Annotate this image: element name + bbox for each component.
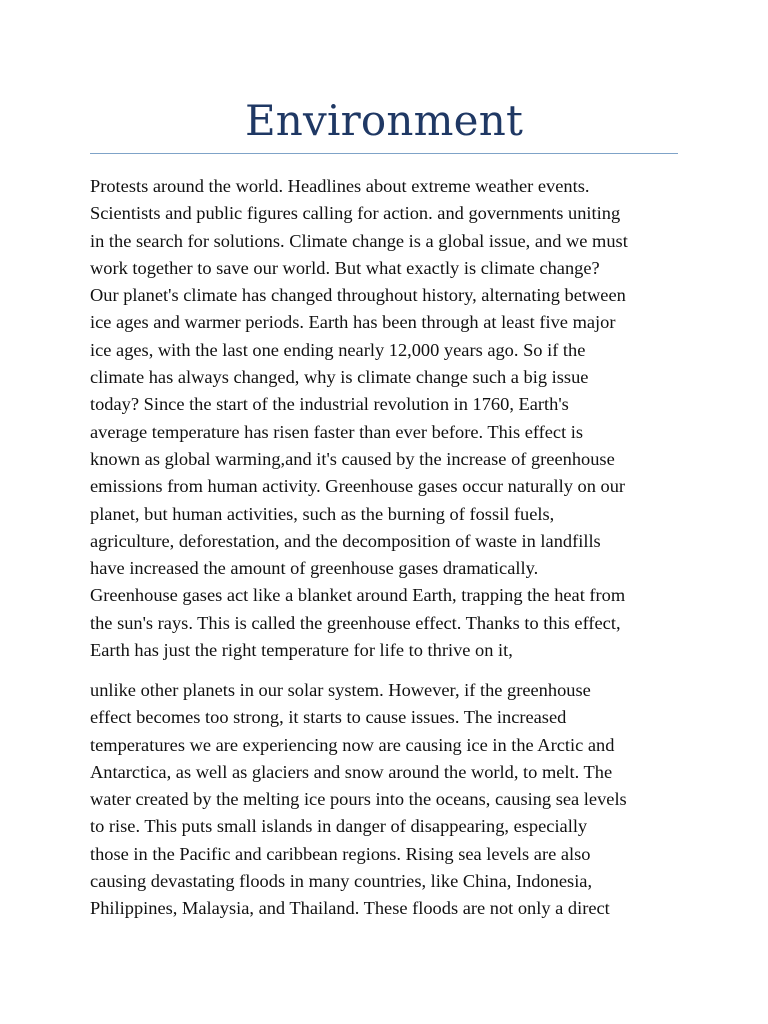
text-line: known as global warming,and it's caused by the increase of greenhouse xyxy=(90,448,615,469)
title-divider xyxy=(90,153,678,154)
paragraph-1 xyxy=(90,173,690,664)
text-line: climate has always changed, why is climate change such a big issue xyxy=(90,367,589,388)
text-line: have increased the amount of greenhouse gases dramatically. xyxy=(90,558,539,579)
text-line: to rise. This puts small islands in danger of disappearing, especially xyxy=(90,816,588,837)
text-line: planet, but human activities, such as the burning of fossil fuels, xyxy=(90,503,555,524)
text-line: ice ages and warmer periods. Earth has been through at least five major xyxy=(90,312,616,333)
text-line: work together to save our world. But what exactly is climate change? xyxy=(90,257,600,278)
text-line: in the search for solutions. Climate change is a global issue, and we must xyxy=(90,230,628,251)
text-line: Greenhouse gases act like a blanket around Earth, trapping the heat from xyxy=(90,585,626,606)
text-line: temperatures we are experiencing now are causing ice in the Arctic and xyxy=(90,734,615,755)
text-line: emissions from human activity. Greenhouse gases occur naturally on our xyxy=(90,476,626,497)
text-line: Antarctica, as well as glaciers and snow around the world, to melt. The xyxy=(90,761,613,782)
text-line: unlike other planets in our solar system. However, if the greenhouse xyxy=(90,680,591,700)
text-line: ice ages, with the last one ending nearly 12,000 years ago. So if the xyxy=(90,339,586,360)
paragraph-2 xyxy=(90,677,690,923)
text-line: Scientists and public figures calling for action. and governments uniting xyxy=(90,203,621,224)
text-line: Earth has just the right temperature for life to thrive on it, xyxy=(90,640,513,661)
text-line: agriculture, deforestation, and the decomposition of waste in landfills xyxy=(90,530,601,551)
text-line: Our planet's climate has changed throughout history, alternating between xyxy=(90,285,626,306)
text-line: the sun's rays. This is called the greenhouse effect. Thanks to this effect, xyxy=(90,612,621,633)
text-line: water created by the melting ice pours into the oceans, causing sea levels xyxy=(90,789,627,810)
text-line: effect becomes too strong, it starts to cause issues. The increased xyxy=(90,707,567,728)
text-line: Protests around the world. Headlines about extreme weather events. xyxy=(90,176,590,196)
page-title: Environment xyxy=(244,96,524,145)
text-line: average temperature has risen faster than ever before. This effect is xyxy=(90,421,584,442)
text-line: those in the Pacific and caribbean regions. Rising sea levels are also xyxy=(90,843,591,864)
text-line: today? Since the start of the industrial revolution in 1760, Earth's xyxy=(90,394,569,415)
text-line: Philippines, Malaysia, and Thailand. These floods are not only a direct xyxy=(90,898,610,919)
text-line: causing devastating floods in many countries, like China, Indonesia, xyxy=(90,871,593,892)
